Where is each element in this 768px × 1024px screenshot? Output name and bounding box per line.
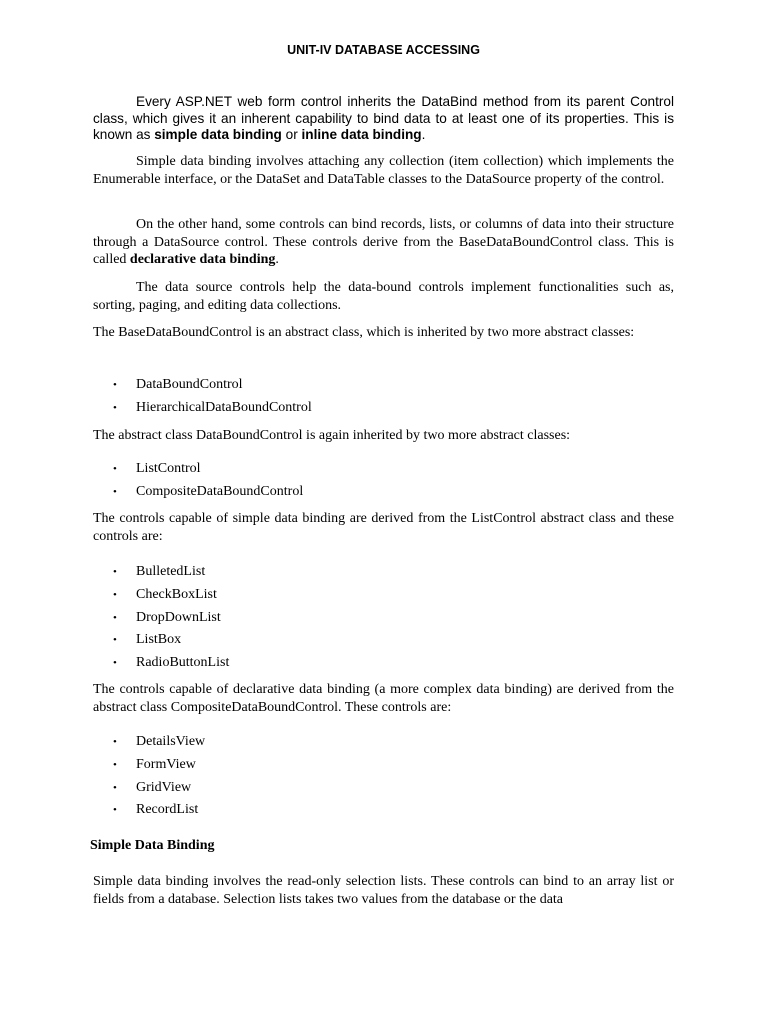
bullet-icon: • <box>113 463 117 475</box>
list-base-subclasses <box>93 374 674 420</box>
bullet-icon: • <box>113 485 117 498</box>
list-item <box>93 731 674 754</box>
bullet-icon: • <box>113 634 117 647</box>
paragraph-simple-binding: Simple data binding involves attaching any collection (item collection) which implements the Enumerable interface, or the DataSet and DataTable classes to the DataSource property of the control. <box>93 154 674 187</box>
intro-bold-2: inline data binding <box>301 127 422 142</box>
bullet-icon: • <box>113 379 117 391</box>
intro-bold-1: simple data binding <box>154 127 282 142</box>
paragraph-simple-controls: The controls capable of simple data binding are derived from the ListControl abstract class and these controls are: <box>93 511 674 544</box>
intro-text-2: or <box>281 127 302 142</box>
list-item-label: BulletedList <box>136 564 206 579</box>
list-item <box>93 777 674 800</box>
list-item <box>93 754 674 777</box>
list-item-label: FormView <box>136 756 196 772</box>
paragraph-declarative <box>93 216 674 269</box>
paragraph-databoundcontrol: The abstract class DataBoundControl is again inherited by two more abstract classes: <box>93 428 571 443</box>
list-item-label: ListControl <box>136 461 201 476</box>
bullet-icon: • <box>113 804 117 817</box>
list-item <box>93 397 674 420</box>
paragraph-data-source: The data source controls help the data-bound controls implement functionalities such as, sorting, paging, and editing data collections. <box>93 280 674 313</box>
paragraph-selection-lists: Simple data binding involves the read-only selection lists. These controls can bind to an array list or fields from a database. Selection lists takes two values from the database or the data <box>93 874 674 907</box>
list-item-label: CompositeDataBoundControl <box>136 483 304 499</box>
para3-text-1: On the other hand, some controls can bind records, lists, or columns of data into their structure through a DataSource control. These controls derive from the BaseDataBoundControl class. This is called <box>93 217 674 267</box>
list-databound-subclasses <box>93 458 674 504</box>
list-item-label: DataBoundControl <box>136 377 243 392</box>
list-item-label: CheckBoxList <box>136 586 217 602</box>
list-item-label: GridView <box>136 779 192 795</box>
list-item <box>93 481 674 504</box>
bullet-icon: • <box>113 736 117 748</box>
list-item <box>93 374 674 397</box>
bullet-icon: • <box>113 611 117 624</box>
para3-bold: declarative data binding <box>129 252 276 267</box>
bullet-icon: • <box>113 401 117 414</box>
list-item-label: ListBox <box>136 632 182 648</box>
para3-text-2: . <box>275 252 279 267</box>
bullet-icon: • <box>113 758 117 771</box>
list-item <box>93 458 674 481</box>
list-item <box>93 799 674 822</box>
list-item <box>93 561 674 584</box>
bullet-icon: • <box>113 588 117 601</box>
intro-text-1: Every ASP.NET web form control inherits the DataBind method from its parent Control class, which gives it an inherent capability to bind data to at least one of its properties. This is known as <box>93 94 674 142</box>
bullet-icon: • <box>113 657 117 670</box>
list-item-label: DropDownList <box>136 609 221 625</box>
list-item <box>93 652 674 675</box>
section-heading: Simple Data Binding <box>90 838 215 853</box>
list-item-label: RecordList <box>136 802 199 818</box>
page-title: UNIT-IV DATABASE ACCESSING <box>287 43 480 57</box>
intro-paragraph <box>93 94 674 144</box>
list-item <box>93 629 674 652</box>
list-simple-controls <box>93 561 674 675</box>
list-item-label: HierarchicalDataBoundControl <box>136 399 312 415</box>
list-item <box>93 584 674 607</box>
bullet-icon: • <box>113 781 117 794</box>
paragraph-base-class: The BaseDataBoundControl is an abstract class, which is inherited by two more abstract classes: <box>93 325 635 340</box>
list-item-label: RadioButtonList <box>136 655 230 671</box>
intro-text-3: . <box>421 127 426 142</box>
bullet-icon: • <box>113 566 117 578</box>
list-declarative-controls <box>93 731 674 822</box>
paragraph-declarative-controls: The controls capable of declarative data binding (a more complex data binding) are derived from the abstract class CompositeDataBoundControl. These controls are: <box>93 682 674 715</box>
list-item <box>93 607 674 630</box>
list-item-label: DetailsView <box>136 734 206 749</box>
